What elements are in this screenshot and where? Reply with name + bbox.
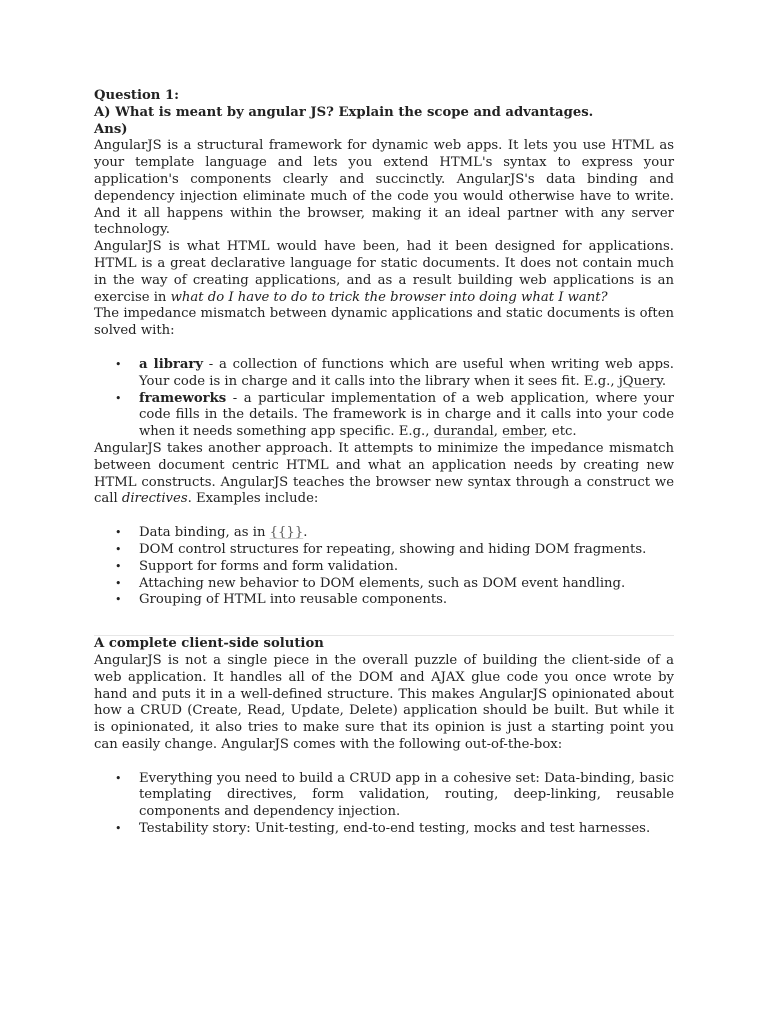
bullet-icon: •	[115, 542, 122, 556]
paragraph-another-approach-end: . Examples include:	[187, 491, 319, 507]
list-item-frameworks-end: , etc.	[543, 424, 577, 440]
paragraph-another-approach-italic: directives	[121, 491, 188, 507]
list-item	[94, 559, 674, 576]
paragraph-impedance: The impedance mismatch between dynamic applications and static documents is often solved with:	[94, 306, 674, 339]
list-item-library-text: - a collection of functions which are useful when writing web apps. Your code is in charge and it calls into the library when it sees fit. E.g.,	[139, 356, 674, 389]
bullet-icon: •	[115, 526, 122, 540]
list-item-frameworks-bold: frameworks	[139, 390, 227, 406]
paragraph-another-approach	[94, 441, 674, 508]
list-item-text: Testability story: Unit-testing, end-to-end testing, mocks and test harnesses.	[139, 821, 651, 837]
out-of-box-list	[94, 771, 674, 838]
list-item-text: Everything you need to build a CRUD app in a cohesive set: Data-binding, basic templating directives, form validation, routing, deep-linking, reusable components and dependency injection.	[139, 770, 674, 820]
list-item-library	[94, 357, 674, 391]
list-item	[94, 525, 674, 542]
list-item-library-bold: a library	[139, 356, 204, 372]
list-item	[94, 542, 674, 559]
paragraph-client-side: AngularJS is not a single piece in the overall puzzle of building the client-side of a web application. It handles all of the DOM and AJAX glue code you once wrote by hand and puts it in a well-defined structure. This makes AngularJS opinionated about how a CRUD (Create, Read, Update, Delete) application should be built. But while it is opinionated, it also tries to make sure that its opinion is just a starting point you can easily change. AngularJS comes with the following out-of-the-box:	[94, 652, 674, 752]
section-heading: A complete client-side solution	[94, 636, 324, 652]
paragraph-html-designed-text: AngularJS is what HTML would have been, had it been designed for applications. HTML is a great declarative language for static documents. It does not contain much in the way of creating applications, and as a result building web applications is an exercise in	[94, 239, 674, 305]
list-item-end: .	[303, 525, 308, 541]
list-item-text: DOM control structures for repeating, showing and hiding DOM fragments.	[139, 541, 647, 557]
list-item-frameworks-text: - a particular implementation of a web application, where your code fills in the details. The framework is in charge and it calls into your code when it needs something app specific. E.g.,	[139, 390, 674, 440]
bullet-icon: •	[115, 357, 122, 371]
approach-list	[94, 357, 674, 441]
bullet-icon: •	[115, 576, 122, 590]
paragraph-another-approach-text: AngularJS takes another approach. It attempts to minimize the impedance mismatch between document centric HTML and what an application needs by creating new HTML constructs. AngularJS teaches the browser new syntax through a construct we call	[94, 440, 674, 507]
paragraph-html-designed-italic: what do I have to do to trick the browser into doing what I want?	[170, 289, 608, 305]
list-item-text: Grouping of HTML into reusable components.	[139, 592, 448, 608]
list-item	[94, 592, 674, 609]
examples-list	[94, 525, 674, 609]
list-item-text: Data binding, as in	[139, 525, 270, 541]
bullet-icon: •	[115, 593, 122, 607]
bullet-icon: •	[115, 559, 122, 573]
jquery-link[interactable]: jQuery	[618, 373, 662, 389]
question-prompt: A) What is meant by angular JS? Explain the scope and advantages.	[94, 104, 594, 120]
list-item-text: Attaching new behavior to DOM elements, such as DOM event handling.	[139, 575, 626, 591]
question-title: Question 1:	[94, 88, 180, 103]
list-item	[94, 771, 674, 821]
answer-label: Ans)	[94, 121, 128, 137]
paragraph-intro: AngularJS is a structural framework for dynamic web apps. It lets you use HTML as your template language and lets you extend HTML's syntax to express your application's components clearly and succinctly. AngularJS's data binding and dependency injection eliminate much of the code you would otherwise have to write. And it all happens within the browser, making it an ideal partner with any server technology.	[94, 138, 674, 238]
binding-code-link[interactable]: {{}}	[269, 525, 304, 541]
bullet-icon: •	[115, 822, 122, 836]
list-item-frameworks-sep: ,	[493, 424, 503, 440]
list-item	[94, 576, 674, 593]
list-item-text: Support for forms and form validation.	[139, 558, 399, 574]
list-item-frameworks	[94, 391, 674, 441]
document-content	[94, 88, 674, 838]
paragraph-html-designed	[94, 239, 674, 306]
bullet-icon: •	[115, 391, 122, 405]
ember-link[interactable]: ember	[502, 424, 544, 440]
bullet-icon: •	[115, 771, 122, 785]
durandal-link[interactable]: durandal	[433, 424, 494, 440]
list-item-library-end: .	[661, 373, 667, 389]
list-item	[94, 821, 674, 838]
